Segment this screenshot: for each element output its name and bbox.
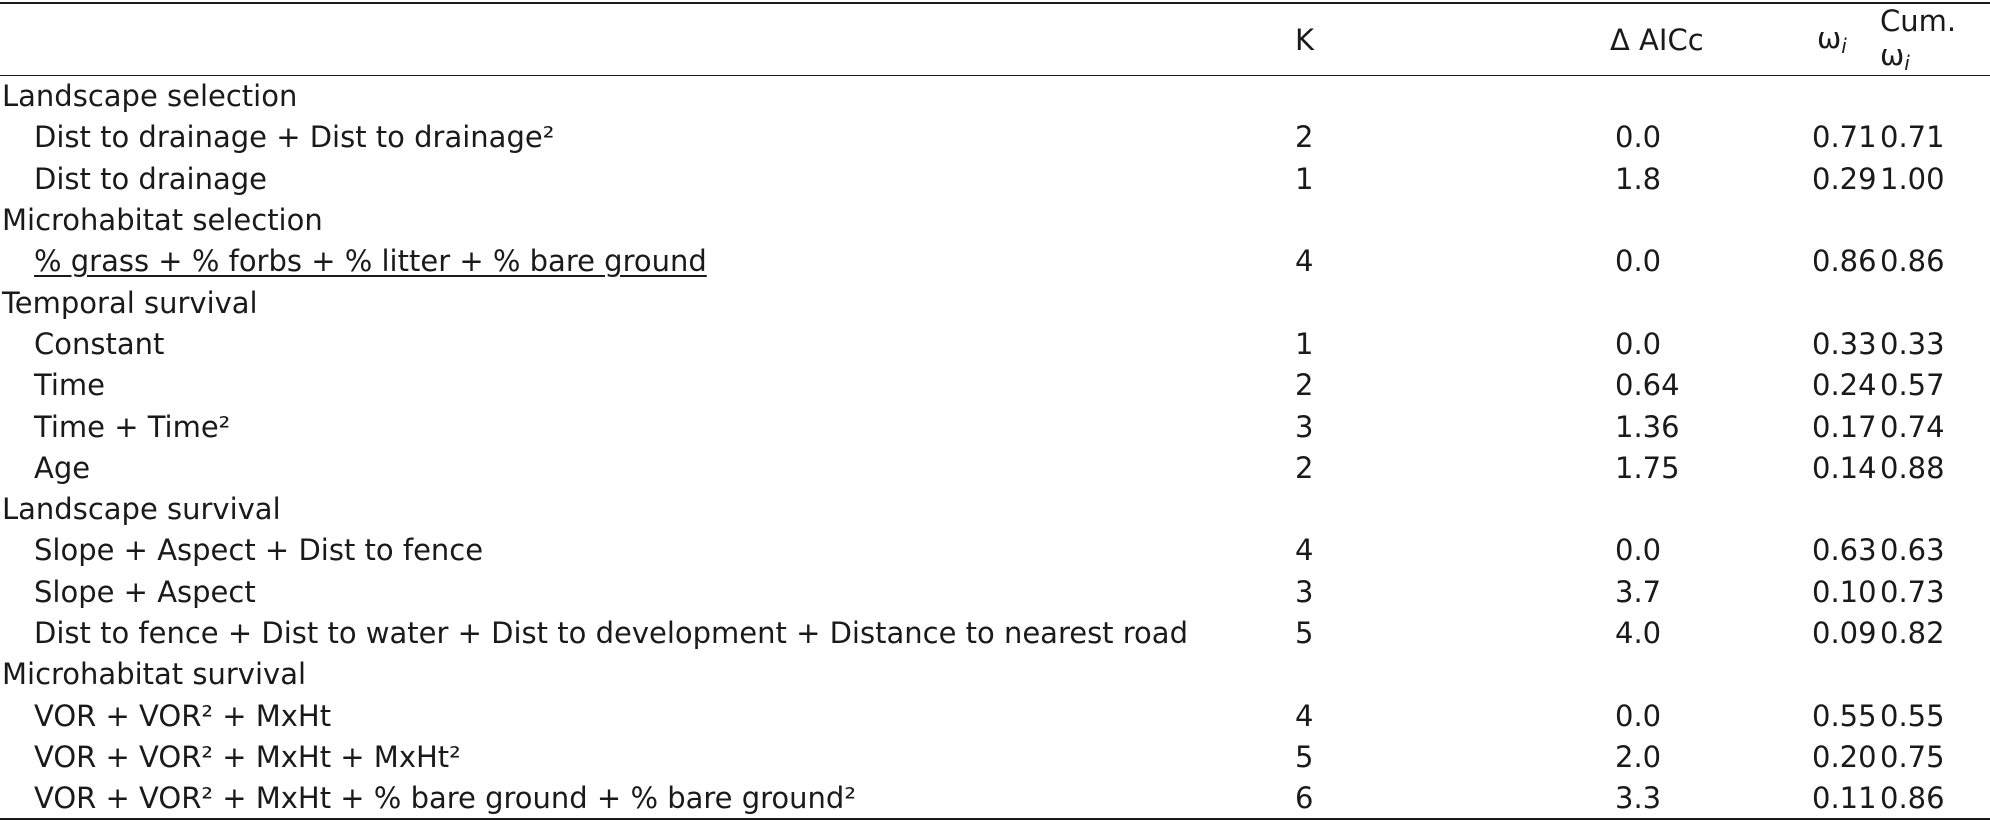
model-cell-text: Dist to drainage [34,161,267,196]
cum-cell [1880,117,1990,158]
w-cell [1715,241,1880,282]
header-cum-omega [1880,3,1990,76]
section-row [0,76,1990,117]
cum-cell-text: 0.57 [1880,368,1945,403]
table-row [0,447,1990,488]
cum-cell-text: 0.33 [1880,326,1945,361]
aicc-cell [1465,241,1715,282]
k-cell [1295,530,1465,571]
model-cell-text: Slope + Aspect [34,574,256,609]
section-row [0,282,1990,323]
table-row [0,612,1990,653]
cum-cell [1880,323,1990,364]
model-cell-text: Time + Time² [34,409,231,444]
table-row [0,406,1990,447]
k-cell-text: 3 [1295,409,1314,444]
cum-cell [1880,158,1990,199]
cum-cell-text: 0.88 [1880,450,1945,485]
model-cell-text: Slope + Aspect + Dist to fence [34,533,484,568]
model-cell [0,447,1295,488]
section-label: Microhabitat selection [2,203,323,238]
aicc-cell [1465,695,1715,736]
aicc-cell-text: 4.0 [1615,616,1662,650]
cum-cell-text: 0.55 [1880,698,1945,733]
cum-cell-text: 0.82 [1880,616,1945,650]
model-cell [0,571,1295,612]
cum-cell [1880,695,1990,736]
table-row [0,117,1990,158]
aicc-cell-text: 2.0 [1615,739,1662,774]
header-omega-subscript: i [1841,34,1847,58]
aicc-cell [1465,612,1715,653]
section-row [0,654,1990,695]
model-cell [0,406,1295,447]
model-cell [0,158,1295,199]
w-cell [1715,323,1880,364]
model-cell-text: Age [34,450,91,485]
aicc-cell-text: 0.0 [1615,120,1662,155]
header-k [1295,3,1465,76]
aicc-cell [1465,447,1715,488]
w-cell [1715,571,1880,612]
aicc-cell-text: 1.8 [1615,161,1662,196]
w-cell [1715,447,1880,488]
cum-cell-text: 0.86 [1880,244,1945,279]
aicc-cell [1465,117,1715,158]
cum-cell-text: 0.73 [1880,574,1945,609]
model-selection-table [0,2,1990,820]
cum-cell-text: 0.63 [1880,533,1945,568]
k-cell [1295,158,1465,199]
aicc-cell [1465,158,1715,199]
model-cell-text: VOR + VOR² + MxHt [34,698,332,733]
cum-cell [1880,447,1990,488]
w-cell-text: 0.11 [1812,780,1877,815]
table-row [0,365,1990,406]
cum-cell-text: 1.00 [1880,161,1945,196]
w-cell-text: 0.09 [1812,616,1877,650]
aicc-cell-text: 3.7 [1615,574,1662,609]
table-row [0,778,1990,819]
k-cell [1295,695,1465,736]
k-cell-text: 6 [1295,780,1314,815]
k-cell [1295,447,1465,488]
table-row [0,530,1990,571]
model-cell [0,612,1295,653]
model-cell-text: Dist to drainage + Dist to drainage² [34,120,555,155]
k-cell [1295,571,1465,612]
w-cell [1715,365,1880,406]
cum-cell [1880,530,1990,571]
w-cell [1715,612,1880,653]
cum-cell [1880,241,1990,282]
header-k-label: K [1295,22,1315,57]
w-cell-text: 0.24 [1812,368,1877,403]
table-body [0,76,1990,819]
aicc-cell-text: 0.0 [1615,326,1662,361]
k-cell-text: 4 [1295,533,1314,568]
model-cell [0,241,1295,282]
model-cell [0,695,1295,736]
cum-cell [1880,571,1990,612]
w-cell [1715,117,1880,158]
aicc-cell [1465,323,1715,364]
cum-cell [1880,406,1990,447]
model-cell [0,365,1295,406]
cum-cell [1880,365,1990,406]
k-cell [1295,612,1465,653]
header-cum-omega-subscript: i [1904,51,1910,75]
header-delta-aicc-label: Δ AICc [1610,22,1704,57]
aicc-cell [1465,365,1715,406]
aicc-cell [1465,530,1715,571]
w-cell-text: 0.86 [1812,244,1877,279]
k-cell [1295,117,1465,158]
k-cell [1295,365,1465,406]
k-cell-text: 1 [1295,161,1314,196]
model-cell [0,117,1295,158]
aicc-cell [1465,406,1715,447]
aicc-cell [1465,778,1715,819]
section-label: Landscape selection [2,79,298,114]
aicc-cell-text: 0.0 [1615,698,1662,733]
header-delta-aicc [1465,3,1715,76]
k-cell [1295,241,1465,282]
cum-cell-text: 0.86 [1880,780,1945,815]
section-label: Microhabitat survival [2,657,307,692]
k-cell-text: 2 [1295,368,1314,403]
k-cell-text: 4 [1295,698,1314,733]
cum-cell-text: 0.71 [1880,120,1945,155]
k-cell-text: 4 [1295,244,1314,279]
k-cell-text: 1 [1295,326,1314,361]
model-cell [0,323,1295,364]
table-row [0,736,1990,777]
w-cell [1715,778,1880,819]
k-cell [1295,778,1465,819]
w-cell-text: 0.71 [1812,120,1877,155]
w-cell [1715,695,1880,736]
k-cell-text: 2 [1295,450,1314,485]
cum-cell-text: 0.75 [1880,739,1945,774]
w-cell [1715,406,1880,447]
w-cell [1715,530,1880,571]
header-model [0,3,1295,76]
w-cell [1715,736,1880,777]
k-cell [1295,406,1465,447]
w-cell-text: 0.10 [1812,574,1877,609]
aicc-cell-text: 0.0 [1615,533,1662,568]
aicc-cell-text: 0.64 [1615,368,1680,403]
cum-cell [1880,612,1990,653]
k-cell-text: 5 [1295,739,1314,774]
w-cell-text: 0.14 [1812,450,1877,485]
aicc-cell-text: 0.0 [1615,244,1662,279]
k-cell [1295,736,1465,777]
aicc-cell [1465,736,1715,777]
model-cell-text: VOR + VOR² + MxHt + % bare ground + % bare ground² [34,780,856,815]
table-row [0,695,1990,736]
table-row [0,241,1990,282]
model-cell-text: % grass + % forbs + % litter + % bare ground [34,244,707,279]
table-row [0,571,1990,612]
model-cell-text: Time [34,368,105,403]
model-cell-text: Constant [34,326,165,361]
model-cell [0,778,1295,819]
cum-cell-text: 0.74 [1880,409,1945,444]
section-row [0,488,1990,529]
w-cell-text: 0.17 [1812,409,1877,444]
section-label: Temporal survival [2,285,258,320]
header-omega [1715,3,1880,76]
header-row [0,3,1990,76]
model-cell [0,736,1295,777]
k-cell-text: 5 [1295,616,1314,650]
w-cell-text: 0.20 [1812,739,1877,774]
section-row [0,199,1990,240]
w-cell-text: 0.55 [1812,698,1877,733]
model-cell [0,530,1295,571]
aicc-cell [1465,571,1715,612]
section-label: Landscape survival [2,492,281,527]
cum-cell [1880,778,1990,819]
w-cell-text: 0.33 [1812,326,1877,361]
table-row [0,158,1990,199]
cum-cell [1880,736,1990,777]
w-cell-text: 0.63 [1812,533,1877,568]
aicc-cell-text: 3.3 [1615,780,1662,815]
header-cum-omega-label: Cum. ω [1880,4,1957,72]
aicc-cell-text: 1.36 [1615,409,1680,444]
w-cell-text: 0.29 [1812,161,1877,196]
model-cell-text: Dist to fence + Dist to water + Dist to development + Distance to nearest road [34,616,1188,650]
k-cell [1295,323,1465,364]
header-omega-label: ω [1817,21,1842,55]
aicc-cell-text: 1.75 [1615,450,1680,485]
table-row [0,323,1990,364]
model-cell-text: VOR + VOR² + MxHt + MxHt² [34,739,461,774]
k-cell-text: 3 [1295,574,1314,609]
k-cell-text: 2 [1295,120,1314,155]
w-cell [1715,158,1880,199]
